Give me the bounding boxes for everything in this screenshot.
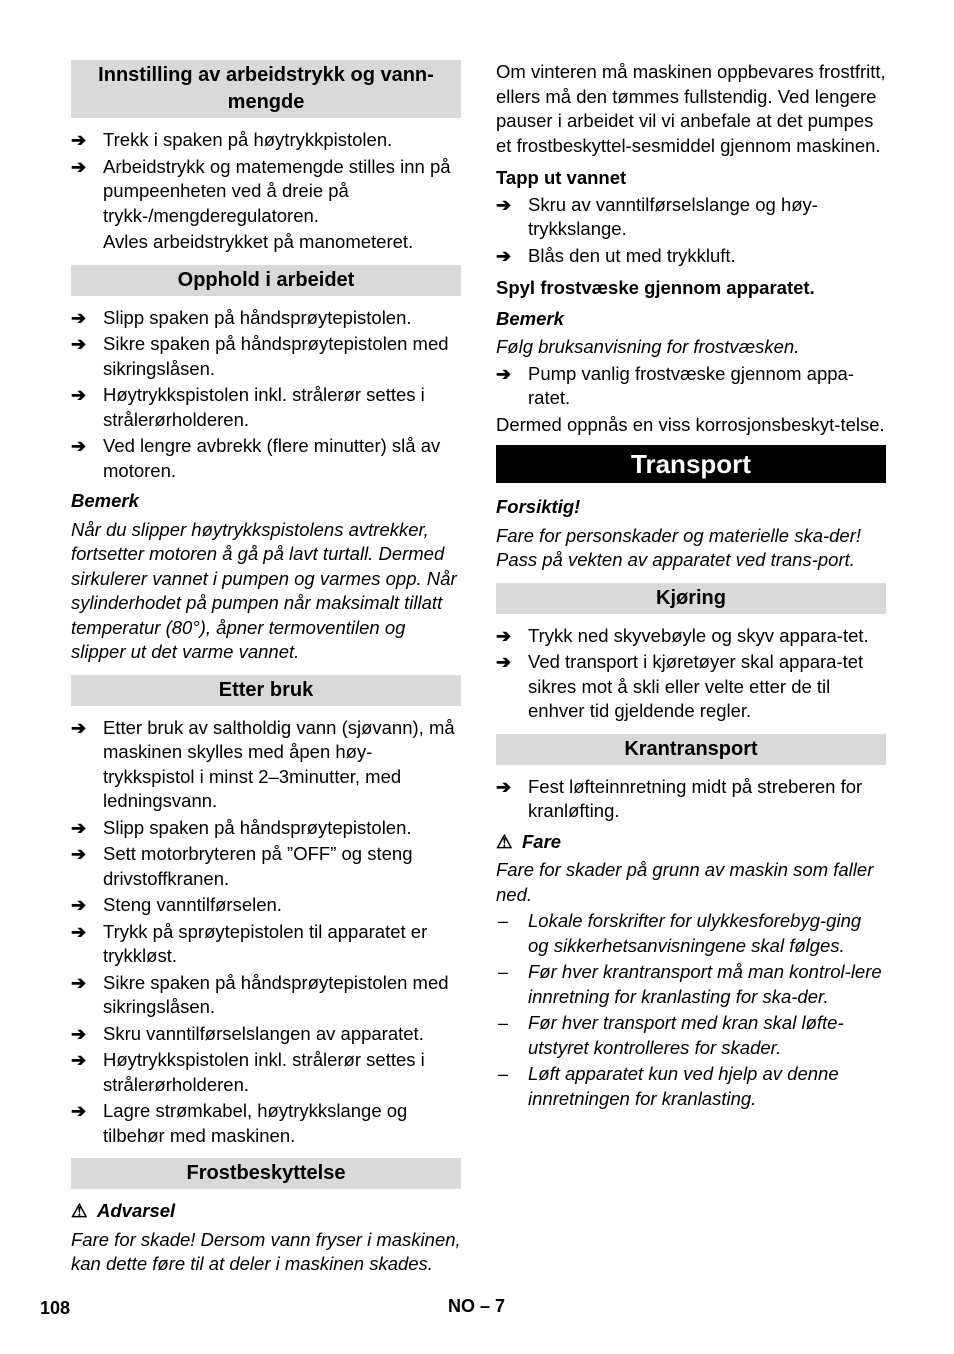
arrow-icon: ➔ xyxy=(71,385,87,405)
arrow-icon: ➔ xyxy=(71,1101,87,1121)
arrow-icon: ➔ xyxy=(71,156,87,177)
list-item: ➔ Blås den ut med trykkluft. xyxy=(496,244,886,269)
dash-icon: – xyxy=(498,962,509,982)
arrow-icon: ➔ xyxy=(496,245,512,266)
arrow-icon: ➔ xyxy=(71,844,87,864)
arrow-icon: ➔ xyxy=(71,717,87,738)
section-heading-driving: Kjøring xyxy=(496,583,886,614)
arrow-icon: ➔ xyxy=(71,1050,87,1070)
list-item: ➔ Slipp spaken på håndsprøytepistolen. xyxy=(71,306,461,331)
list-item: – Før hver krantransport må man kontrol-lere innretning for kranlasting for ska-der. xyxy=(498,961,882,1007)
caution-title: Forsiktig! xyxy=(496,496,581,517)
list-item: ➔ Trykk på sprøytepistolen til apparatet er trykkløst. xyxy=(71,920,428,966)
section-heading-crane: Krantransport xyxy=(496,734,886,765)
arrow-icon: ➔ xyxy=(496,776,512,797)
list-item: ➔ Trekk i spaken på høytrykkpistolen. xyxy=(71,128,461,153)
list-item: ➔ Sikre spaken på håndsprøytepistolen med sikringslåsen. xyxy=(71,971,449,1017)
list-item: ➔ Sett motorbryteren på ”OFF” og steng drivstoffkranen. xyxy=(71,843,413,889)
warning-text: Fare for skade! Dersom vann fryser i maskinen, kan dette føre til at deler i maskinen skades. xyxy=(71,1228,461,1274)
list-item: – Lokale forskrifter for ulykkesforebyg-ging og sikkerhetsanvisningene skal følges. xyxy=(498,910,862,956)
chapter-heading-transport: Transport xyxy=(496,445,886,483)
arrow-icon: ➔ xyxy=(71,307,87,328)
subheading-drain: Tapp ut vannet xyxy=(496,167,627,188)
list-item: ➔ Skru av vanntilførselslange og høy-trykkslange. xyxy=(496,193,818,239)
page-number: 108 xyxy=(40,1298,71,1318)
note-title: Bemerk xyxy=(71,490,139,511)
list-item: ➔ Høytrykkspistolen inkl. strålerør settes i strålerørholderen. xyxy=(71,384,425,430)
list-item: ➔ Pump vanlig frostvæske gjennom appa-ratet. xyxy=(496,362,854,408)
arrow-icon: ➔ xyxy=(71,130,87,150)
language-page-label: NO – 7 xyxy=(448,1296,506,1316)
arrow-icon: ➔ xyxy=(71,972,87,993)
dash-icon: – xyxy=(498,1013,509,1033)
intro-text: Om vinteren må maskinen oppbevares frostfritt, ellers må den tømmes fullstendig. Ved lengere pauser i arbeidet vil vi anbefale at det pumpes et frostbeskyttel-sesmiddel gjennom maskinen. xyxy=(496,61,886,156)
list-item: – Løft apparatet kun ved hjelp av denne innretningen for kranlasting. xyxy=(498,1063,839,1109)
list-item: ➔ Trykk ned skyvebøyle og skyv appara-tet. xyxy=(496,624,886,649)
arrow-icon: ➔ xyxy=(71,436,87,456)
arrow-icon: ➔ xyxy=(71,1023,87,1044)
list-item: ➔ Skru vanntilførselslangen av apparatet. xyxy=(71,1022,461,1047)
note-title: Bemerk xyxy=(496,307,564,329)
note-text: Når du slipper høytrykkspistolens avtrekker, fortsetter motoren å gå på lavt turtall. Dermed sirkulerer vannet i pumpen og varmes opp. Når sylinderhodet på pumpen når maksimalt tillatt temperatur (80°), åpner termoventilen og slipper ut det varme vannet. xyxy=(71,518,457,662)
list-item: ➔ Slipp spaken på håndsprøytepistolen. xyxy=(71,816,461,841)
list-item: ➔ Ved transport i kjøretøyer skal appara-tet sikres mot å skli eller velte etter de til enhver tid gjeldende regler. xyxy=(496,651,864,721)
list-item: ➔ Høytrykkspistolen inkl. strålerør settes i strålerørholderen. xyxy=(71,1049,425,1095)
warning-title: ⚠ Advarsel xyxy=(71,1199,461,1224)
danger-title: ⚠ Fare xyxy=(496,830,886,855)
section-heading-pressure: Innstilling av arbeidstrykk og vann-mengde xyxy=(71,60,461,118)
list-item: ➔ Steng vanntilførselen. xyxy=(71,893,461,918)
dash-icon: – xyxy=(498,1064,509,1084)
arrow-icon: ➔ xyxy=(71,895,87,915)
list-item: ➔ Sikre spaken på håndsprøytepistolen med sikringslåsen. xyxy=(71,333,449,379)
list-item: ➔ Ved lengre avbrekk (flere minutter) slå av motoren. xyxy=(71,435,441,481)
section-heading-frost: Frostbeskyttelse xyxy=(71,1158,461,1189)
list-item: ➔ Lagre strømkabel, høytrykkslange og tilbehør med maskinen. xyxy=(71,1100,408,1146)
right-column xyxy=(496,60,886,1113)
dash-icon: – xyxy=(498,911,509,931)
arrow-icon: ➔ xyxy=(496,625,512,646)
arrow-icon: ➔ xyxy=(496,652,512,672)
subheading-antifreeze: Spyl frostvæske gjennom apparatet. xyxy=(496,277,815,298)
warning-icon: ⚠ xyxy=(496,830,513,852)
left-column xyxy=(71,60,461,1279)
caution-text: Fare for personskader og materielle ska-der! Pass på vekten av apparatet ved trans-port. xyxy=(496,524,862,570)
arrow-icon: ➔ xyxy=(71,334,87,354)
warning-icon: ⚠ xyxy=(71,1200,88,1221)
danger-text: Fare for skader på grunn av maskin som faller ned. xyxy=(496,859,874,905)
indented-text: Avles arbeidstrykket på manometeret. xyxy=(103,231,414,252)
arrow-icon: ➔ xyxy=(496,363,512,384)
list-item: ➔ Etter bruk av saltholdig vann (sjøvann), må maskinen skylles med åpen høy-trykkspistol i minst 2–3minutter, med ledningsvann. xyxy=(71,716,455,811)
section-heading-after-use: Etter bruk xyxy=(71,675,461,706)
arrow-icon: ➔ xyxy=(71,921,87,942)
note-text: Følg bruksanvisning for frostvæsken. xyxy=(496,336,800,357)
list-item: – Før hver transport med kran skal løfte-utstyret kontrolleres for skader. xyxy=(498,1012,844,1058)
arrow-icon: ➔ xyxy=(496,194,512,215)
list-item: ➔ Arbeidstrykk og matemengde stilles inn på pumpeenheten ved å dreie på trykk-/mengderegulatoren. xyxy=(71,155,451,226)
arrow-icon: ➔ xyxy=(71,817,87,838)
section-heading-pause: Opphold i arbeidet xyxy=(71,265,461,296)
list-item: ➔ Fest løfteinnretning midt på streberen for kranløfting. xyxy=(496,775,863,821)
body-text: Dermed oppnås en viss korrosjonsbeskyt-telse. xyxy=(496,413,885,435)
